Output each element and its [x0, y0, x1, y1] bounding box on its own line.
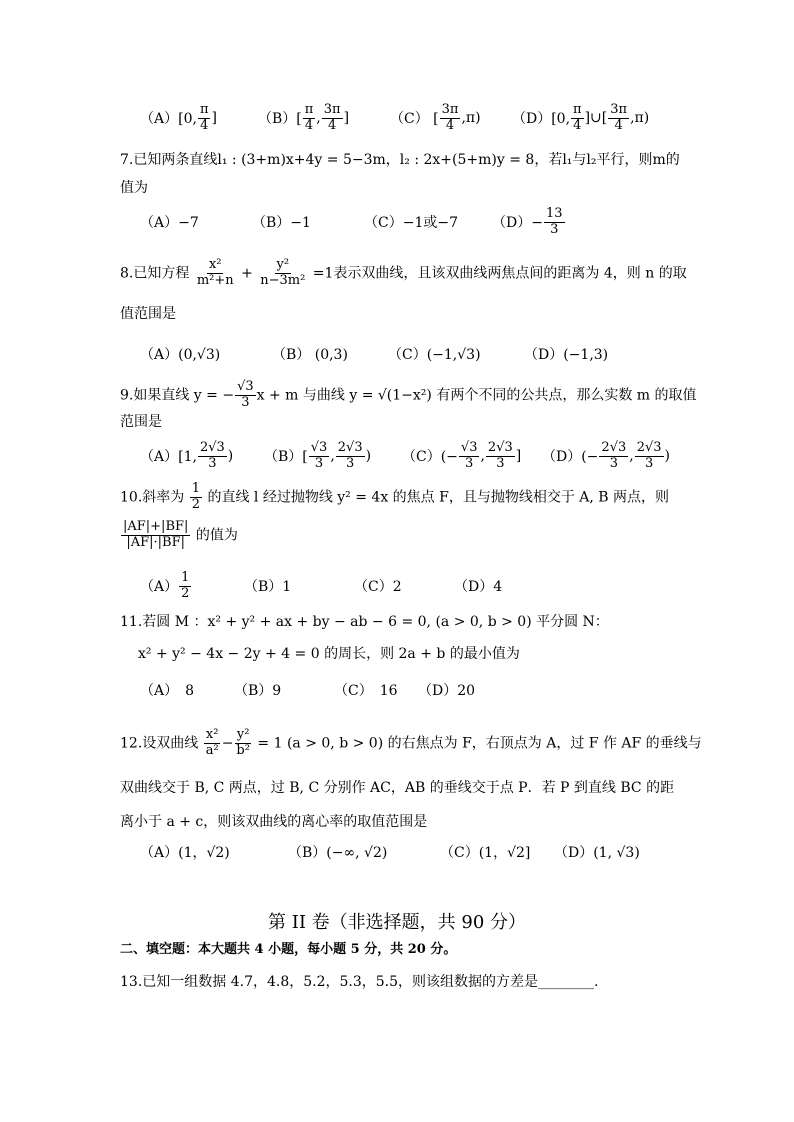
q11-option-c: （C） 16 — [334, 683, 398, 699]
q11-option-b: （B）9 — [234, 683, 282, 699]
q9-option-d: （D）(− $\frac{2√3}{3}$ , $\frac{2√3}{3}$ ) — [542, 439, 670, 471]
q10-option-c: （C）2 — [354, 579, 402, 595]
q7-stem-line1: 7.已知两条直线l₁ : (3+m)x+4y = 5−3m，l₂ : 2x+(5+m)y = 8，若l₁与l₂平行，则m的 — [120, 152, 680, 168]
q10-option-b: （B）1 — [244, 579, 292, 595]
q12-stem-line2: 双曲线交于 B, C 两点，过 B, C 分别作 AC，AB 的垂线交于点 P．若 P 到直线 BC 的距 — [120, 780, 675, 796]
q10-option-d: （D）4 — [454, 579, 503, 595]
q12-stem-line3: 离小于 a + c，则该双曲线的离心率的取值范围是 — [120, 814, 428, 830]
q9-stem-line2: 范围是 — [120, 414, 162, 430]
q12-option-a: （A）(1，√2) — [140, 845, 230, 861]
q11-stem-line1: 11.若圆 M ：x² + y² + ax + by − ab − 6 = 0, (a > 0, b > 0) 平分圆 N： — [120, 614, 609, 630]
q6-option-a: （A）[0, $\frac{\pi}{4}$ ] — [140, 101, 217, 133]
q7-option-c: （C）−1或−7 — [364, 215, 458, 231]
q9-option-a: （A）[1, $\frac{2√3}{3}$ ) — [140, 439, 234, 471]
q9-option-b: （B）[ $\frac{√3}{3}$ , $\frac{2√3}{3}$ ) — [264, 439, 372, 471]
q7-option-d: （D）− $\frac{13}{3}$ — [492, 205, 563, 237]
q9-option-c: （C）(− $\frac{√3}{3}$ , $\frac{2√3}{3}$ ] — [402, 439, 522, 471]
q6-options — [140, 96, 700, 140]
q8-option-a: （A）(0,√3) — [140, 347, 221, 363]
part2-instruction: 二、填空题：本大题共 4 小题，每小题 5 分，共 20 分。 — [120, 942, 457, 957]
q8-stem-line2: 值范围是 — [120, 306, 176, 322]
q10-option-a: （A） $\frac{1}{2}$ — [140, 569, 190, 601]
q12-option-d: （D）(1, √3) — [554, 845, 640, 861]
q8-option-d: （D）(−1,3) — [524, 347, 609, 363]
q11-options — [140, 668, 700, 712]
q6-option-c: （C） [ $\frac{3\pi}{4}$ ,π) — [390, 101, 481, 133]
q12-option-b: （B）(−∞, √2) — [288, 845, 388, 861]
q7-options — [140, 200, 700, 244]
q7-stem-line2: 值为 — [120, 180, 148, 196]
q10-stem-line1: 10.斜率为 $\frac{1}{2}$ 的直线 l 经过抛物线 y² = 4x 的焦点 F，且与抛物线相交于 A, B 两点，则 — [120, 481, 670, 512]
q9-stem-line1: 9.如果直线 y = − $\frac{√3}{3}$ x + m 与曲线 y = √(1−x²) 有两个不同的公共点，那么实数 m 的取值 — [120, 379, 697, 410]
q7-option-a: （A）−7 — [140, 215, 199, 231]
q8-option-b: （B） (0,3) — [272, 347, 348, 363]
q13-stem: 13.已知一组数据 4.7，4.8，5.2，5.3，5.5，则该组数据的方差是________. — [120, 974, 599, 990]
q8-options — [140, 332, 700, 376]
q10-options — [140, 564, 700, 608]
q8-stem-line1: 8.已知方程 $\frac{\text{x²}}{\text{m²+n}}$ + $\frac{\text{y²}}{\text{n−3m²}}$ =1表示双曲线，且该双曲线两焦点间的距离为 4，则 n 的取 — [120, 257, 687, 288]
q12-option-c: （C）(1，√2] — [440, 845, 531, 861]
q7-option-b: （B）−1 — [252, 215, 311, 231]
q6-option-d: （D）[0, $\frac{\pi}{4}$ ]∪[ $\frac{3\pi}{4}$ ,π) — [512, 101, 650, 133]
q9-options — [140, 434, 700, 478]
q10-stem-line2: $\frac{|AF|+|BF|}{|AF|\cdot|BF|}$ 的值为 — [123, 519, 238, 550]
q6-option-b: （B）[ $\frac{\pi}{4}$ , $\frac{3\pi}{4}$ ] — [258, 101, 350, 133]
q11-option-a: （A） 8 — [140, 683, 195, 699]
q12-options — [140, 832, 700, 872]
q11-option-d: （D）20 — [418, 683, 476, 699]
part2-title: 第 II 卷（非选择题，共 90 分） — [267, 912, 526, 933]
q12-stem-line1: 12.设双曲线 $\frac{\text{x²}}{\text{a²}}$ − $\frac{\text{y²}}{\text{b²}}$ = 1 (a > 0, b > 0) 的右焦点为 F，右顶点为 A，过 F 作 AF 的垂线与 — [120, 727, 702, 758]
q11-stem-line2: x² + y² − 4x − 2y + 4 = 0 的周长，则 2a + b 的最小值为 — [138, 646, 520, 662]
q8-option-c: （C）(−1,√3) — [388, 347, 481, 363]
